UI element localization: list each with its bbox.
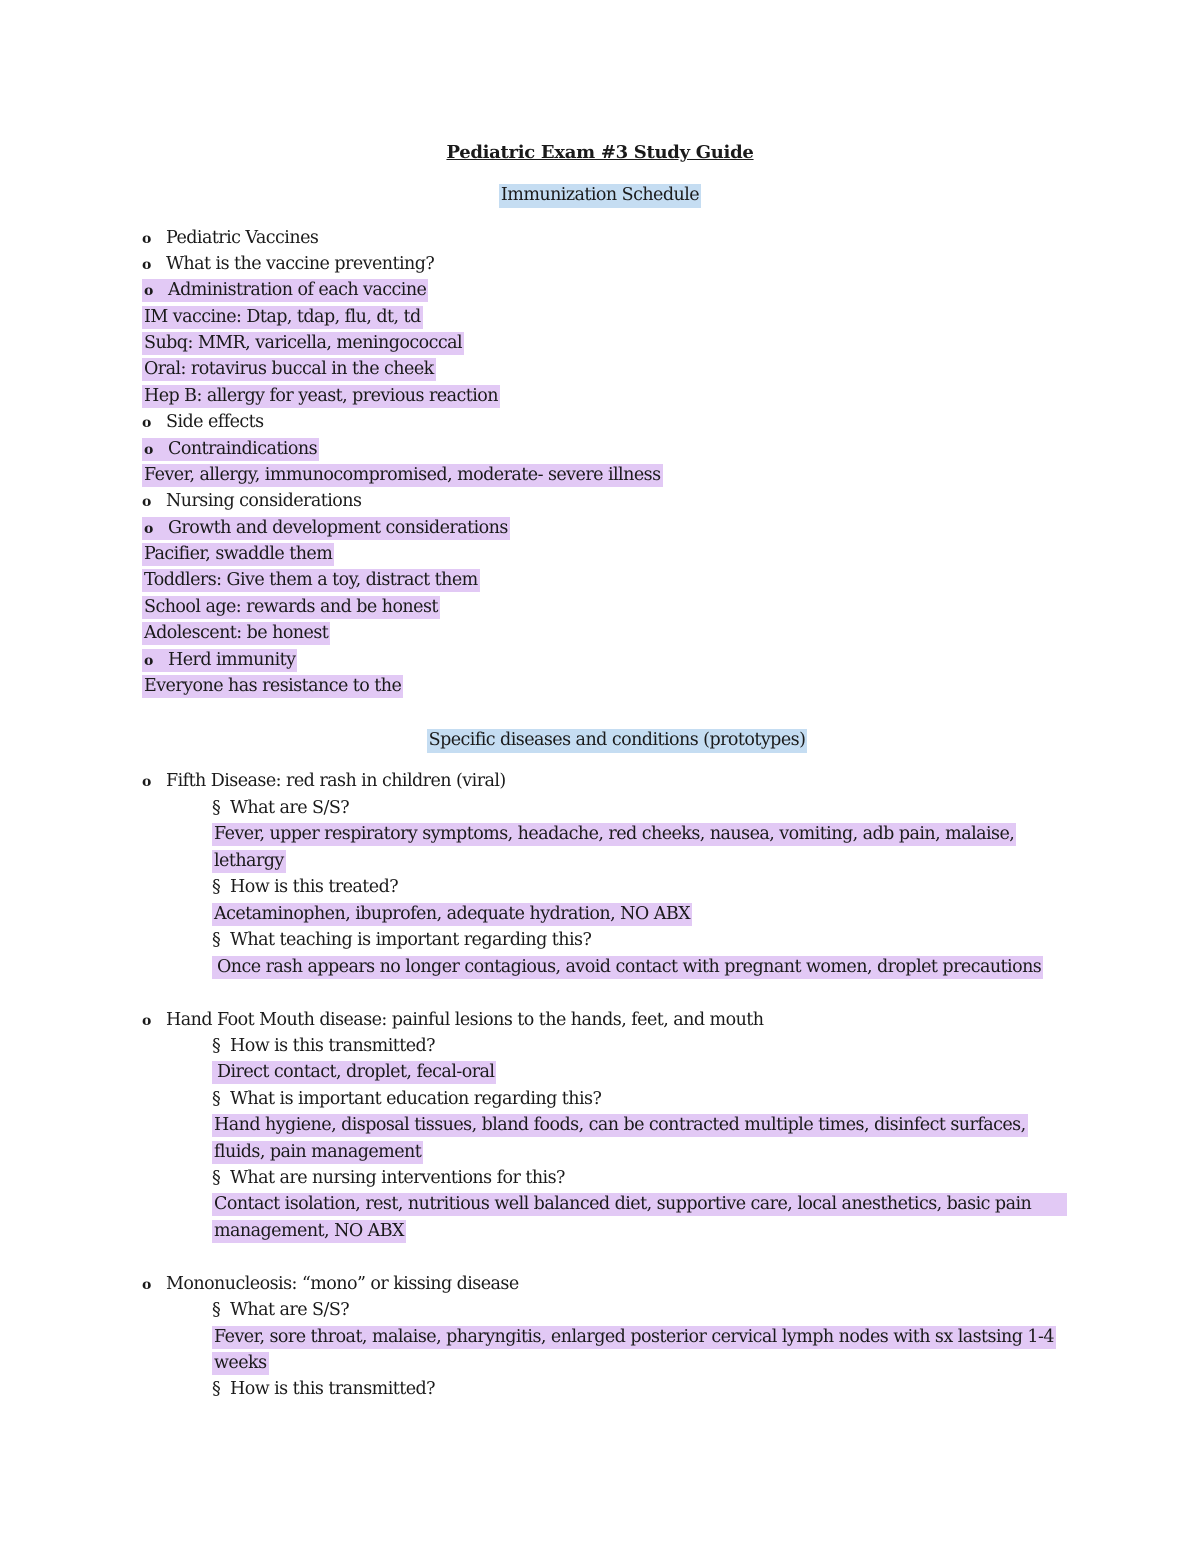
section-mark: § <box>212 1300 221 1320</box>
list-item: o What is the vaccine preventing? <box>142 254 435 274</box>
answer-line: IM vaccine: Dtap, tdap, flu, dt, td <box>144 307 421 327</box>
section-heading-immunization: Immunization Schedule <box>0 184 1200 206</box>
answer-line: Contact isolation, rest, nutritious well balanced diet, supportive care, local anesthetics, basic pain <box>212 1193 1067 1215</box>
answer-line: Oral: rotavirus buccal in the cheek <box>144 359 434 379</box>
answer-line: Fever, sore throat, malaise, pharyngitis, enlarged posterior cervical lymph nodes with sx lastsing 1-4 <box>214 1327 1054 1347</box>
answer-line: fluids, pain management <box>214 1142 422 1162</box>
bullet-marker: o <box>144 442 153 458</box>
answer-line: lethargy <box>214 851 284 871</box>
list-item: o Contraindications <box>144 439 317 459</box>
answer-line: Direct contact, droplet, fecal-oral <box>212 1061 496 1083</box>
answer-line: Pacifier, swaddle them <box>144 544 333 564</box>
bullet-marker: o <box>142 1277 151 1293</box>
section-heading-diseases: Specific diseases and conditions (prototypes) <box>0 729 1200 751</box>
answer-line: School age: rewards and be honest <box>144 597 438 617</box>
question-line: § What is important education regarding this? <box>212 1089 602 1109</box>
list-item: o Side effects <box>142 412 264 432</box>
section-mark: § <box>212 877 221 897</box>
answer-line: Fever, upper respiratory symptoms, headache, red cheeks, nausea, vomiting, adb pain, malaise, <box>214 824 1015 844</box>
section-mark: § <box>212 1379 221 1399</box>
bullet-marker: o <box>144 521 153 537</box>
section-mark: § <box>212 930 221 950</box>
section-mark: § <box>212 798 221 818</box>
answer-line: weeks <box>214 1353 267 1373</box>
list-item: o Nursing considerations <box>142 491 362 511</box>
disease-heading-mono: o Mononucleosis: “mono” or kissing disease <box>142 1274 519 1294</box>
answer-line: Adolescent: be honest <box>144 623 329 643</box>
question-line: § What are nursing interventions for this? <box>212 1168 565 1188</box>
disease-heading-fifth: o Fifth Disease: red rash in children (viral) <box>142 771 506 791</box>
answer-line: Fever, allergy, immunocompromised, moderate- severe illness <box>144 465 661 485</box>
bullet-marker: o <box>142 774 151 790</box>
question-line: § How is this transmitted? <box>212 1379 436 1399</box>
question-line: § What are S/S? <box>212 798 350 818</box>
answer-line: Everyone has resistance to the <box>144 676 402 696</box>
document-title: Pediatric Exam #3 Study Guide <box>446 142 754 163</box>
question-line: § How is this treated? <box>212 877 399 897</box>
bullet-marker: o <box>142 415 151 431</box>
question-line: § What are S/S? <box>212 1300 350 1320</box>
answer-line: management, NO ABX <box>214 1221 404 1241</box>
question-line: § How is this transmitted? <box>212 1036 436 1056</box>
bullet-marker: o <box>142 231 151 247</box>
section-mark: § <box>212 1089 221 1109</box>
answer-line: Hep B: allergy for yeast, previous reaction <box>144 386 498 406</box>
bullet-marker: o <box>142 257 151 273</box>
bullet-marker: o <box>142 494 151 510</box>
answer-line: Subq: MMR, varicella, meningococcal <box>144 333 463 353</box>
answer-line: Once rash appears no longer contagious, avoid contact with pregnant women, droplet precautions <box>212 956 1043 978</box>
bullet-marker: o <box>144 283 153 299</box>
list-item: o Administration of each vaccine <box>144 280 427 300</box>
list-item: o Growth and development considerations <box>144 518 508 538</box>
section-mark: § <box>212 1036 221 1056</box>
section-mark: § <box>212 1168 221 1188</box>
question-line: § What teaching is important regarding this? <box>212 930 592 950</box>
answer-line: Acetaminophen, ibuprofen, adequate hydration, NO ABX <box>214 904 691 924</box>
disease-heading-hfm: o Hand Foot Mouth disease: painful lesions to the hands, feet, and mouth <box>142 1010 764 1030</box>
answer-line: Hand hygiene, disposal tissues, bland foods, can be contracted multiple times, disinfect surfaces, <box>214 1115 1026 1135</box>
answer-line: Toddlers: Give them a toy, distract them <box>144 570 478 590</box>
list-item: o Pediatric Vaccines <box>142 228 319 248</box>
list-item: o Herd immunity <box>144 650 296 670</box>
bullet-marker: o <box>142 1013 151 1029</box>
bullet-marker: o <box>144 653 153 669</box>
